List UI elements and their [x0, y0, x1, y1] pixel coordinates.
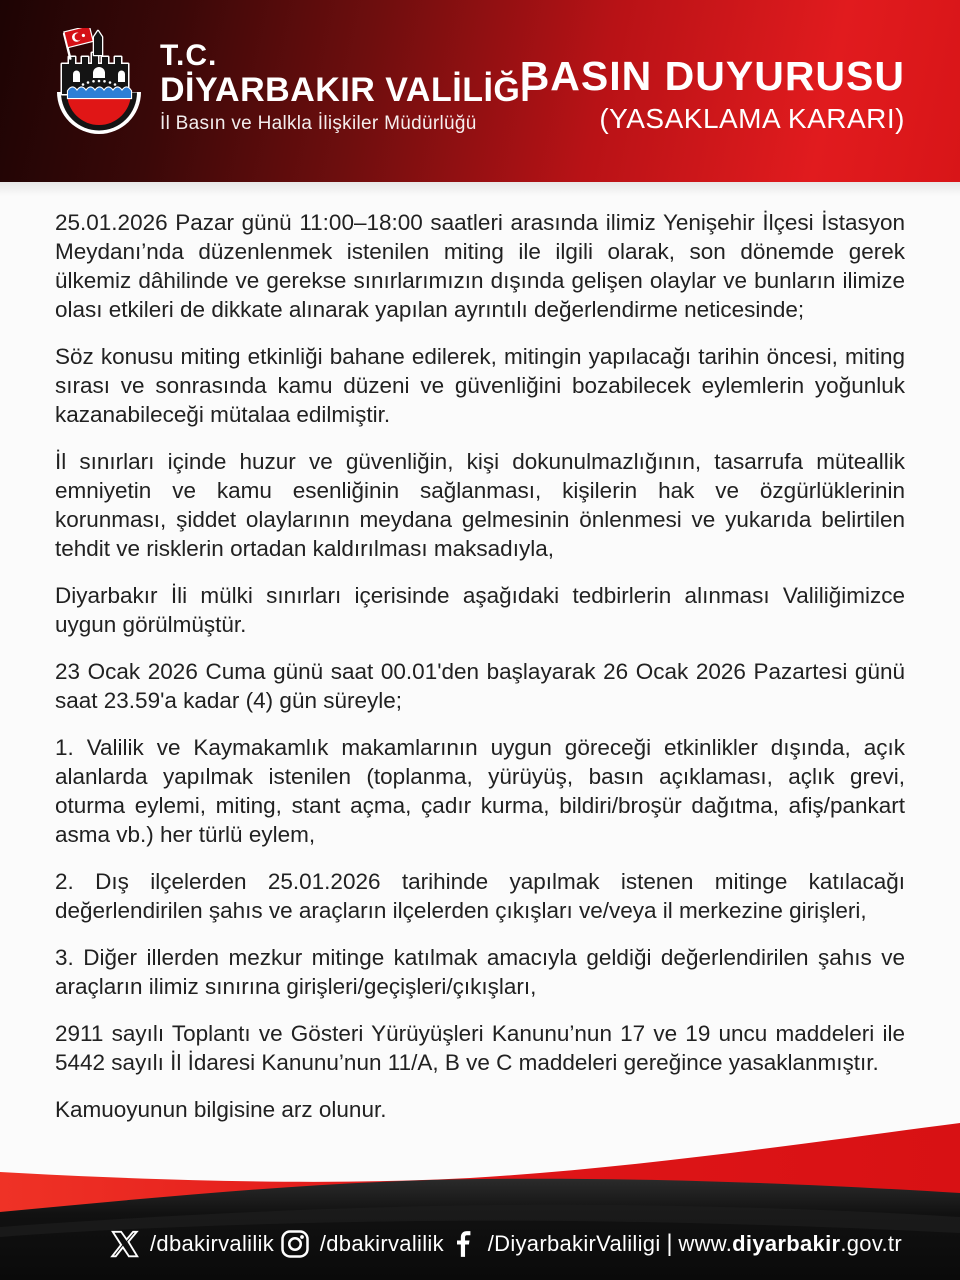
paragraph-measure-2: 2. Dış ilçelerden 25.01.2026 tarihinde yapılmak istenen mitinge katılacağı değerlendirilen şahıs ve araçların ilçelerden çıkışları ve/veya il merkezine girişleri,	[55, 869, 905, 923]
social-link-instagram[interactable]	[280, 1229, 444, 1259]
facebook-icon	[450, 1229, 478, 1259]
x-icon	[110, 1229, 140, 1259]
announcement-title-block	[519, 53, 905, 134]
social-link-x[interactable]	[110, 1229, 274, 1259]
instagram-handle: /dbakirvalilik	[319, 1231, 444, 1256]
paragraph-assessment: Söz konusu miting etkinliği bahane edilerek, mitingin yapılacağı tarihin öncesi, miting sırası ve sonrasında kamu düzeni ve güvenliğini bozabilecek eylemlerin yoğunluk kazanabileceği mütalaa edilmiştir.	[55, 344, 905, 427]
website-suffix: .gov.tr	[840, 1231, 902, 1256]
social-link-facebook[interactable]	[450, 1229, 661, 1259]
agency-department: İl Basın ve Halkla İlişkiler Müdürlüğü	[160, 112, 477, 134]
diyarbakir-governorship-logo-icon	[52, 28, 146, 154]
website-domain: diyarbakir	[732, 1231, 841, 1256]
press-title: BASIN DUYURUSU	[519, 53, 905, 99]
agency-name: DİYARBAKIR VALİLİĞİ	[160, 71, 531, 110]
paragraph-measure-1: 1. Valilik ve Kaymakamlık makamlarının uygun göreceği etkinlikler dışında, açık alanlarda yapılmak istenilen (toplanma, yürüyüş, basın açıklaması, açlık grevi, oturma eylemi, miting, stant açma, çadır kurma, bildiri/broşür dağıtma, afiş/pankart asma vb.) her türlü eylem,	[55, 735, 905, 847]
paragraph-decision: Diyarbakır İli mülki sınırları içerisinde aşağıdaki tedbirlerin alınması Valiliğimizce uygun görülmüştür.	[55, 583, 905, 637]
x-handle: /dbakirvalilik	[150, 1231, 275, 1256]
paragraph-purpose: İl sınırları içinde huzur ve güvenliğin, kişi dokunulmazlığının, tasarrufa müteallik emniyetin ve kamu esenliğinin sağlanması, kişilerin hak ve özgürlüklerinin korunması, şiddet olaylarının meydana gelmesinin önlenmesi ve yukarıda belirtilen tehdit ve risklerin ortadan kaldırılması maksadıyla,	[55, 449, 905, 561]
website-link[interactable]	[678, 1231, 902, 1257]
header-banner	[0, 0, 960, 182]
facebook-handle: /DiyarbakirValiligi	[487, 1231, 661, 1256]
paragraph-duration: 23 Ocak 2026 Cuma günü saat 00.01'den başlayarak 26 Ocak 2026 Pazartesi günü saat 23.59'a kadar (4) gün süreyle;	[55, 659, 905, 713]
website-prefix: www.	[678, 1231, 733, 1256]
social-bar	[0, 1222, 960, 1266]
paragraph-legal-basis: 2911 sayılı Toplantı ve Gösteri Yürüyüşleri Kanunu’nun 17 ve 19 uncu maddeleri ile 5442 sayılı İl İdaresi Kanunu’nun 11/A, B ve C maddeleri gereğince yasaklanmıştır.	[55, 1021, 905, 1075]
paragraph-intro: 25.01.2026 Pazar günü 11:00–18:00 saatleri arasında ilimiz Yenişehir İlçesi İstasyon Meydanı’nda düzenlenmek istenilen miting ile ilgili olarak, son dönemde gerek ülkemiz dâhilinde ve gerekse sınırlarımızın dışında gelişen olaylar ve bunların ilimize olası etkileri de dikkate alınarak yapılan ayrıntılı değerlendirme neticesinde;	[55, 210, 905, 322]
instagram-icon	[280, 1229, 310, 1259]
footer-separator: |	[666, 1230, 673, 1257]
paragraph-measure-3: 3. Diğer illerden mezkur mitinge katılmak amacıyla geldiği değerlendirilen şahıs ve araçların ilimiz sınırına girişleri/geçişleri/çıkışları,	[55, 945, 905, 999]
paragraph-closing: Kamuoyunun bilgisine arz olunur.	[55, 1097, 387, 1122]
agency-block	[160, 40, 530, 133]
agency-tc: T.C.	[160, 39, 218, 72]
press-subtitle: (YASAKLAMA KARARI)	[599, 103, 905, 134]
announcement-body	[0, 182, 960, 1142]
